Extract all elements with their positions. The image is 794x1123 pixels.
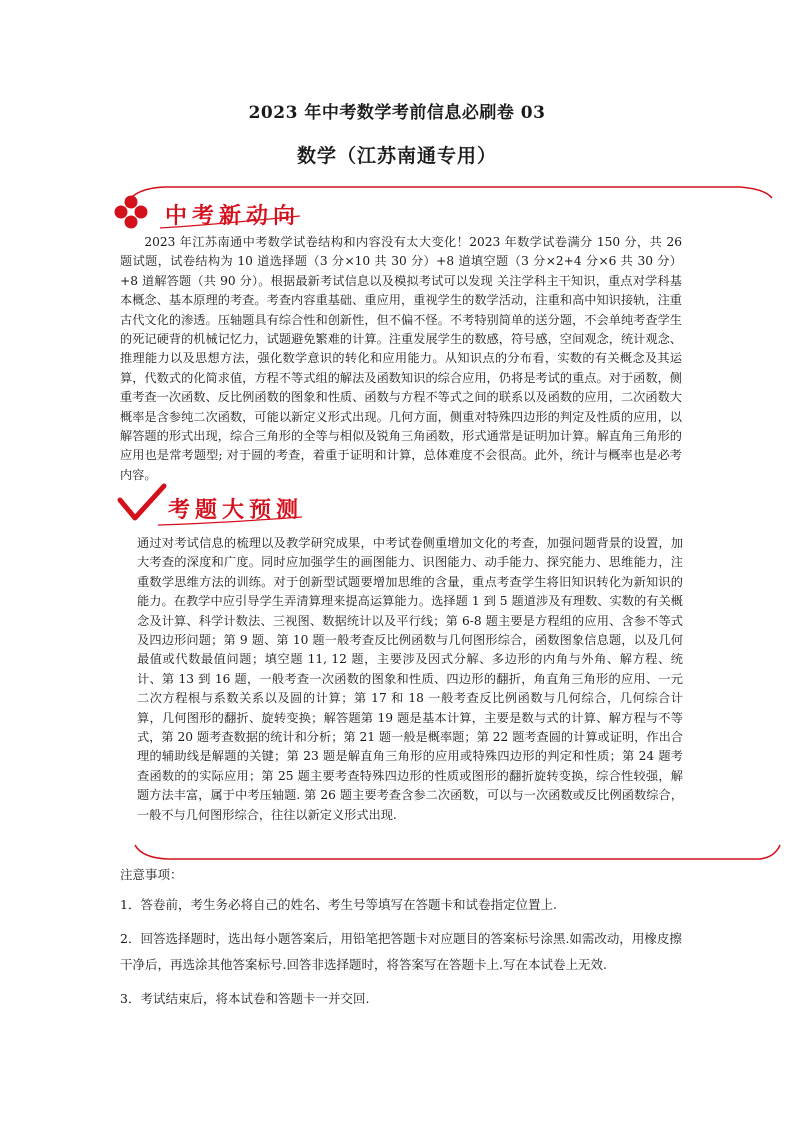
page-title: 2023 年中考数学考前信息必刷卷 03: [248, 103, 546, 123]
notes-item-1: 1．答卷前，考生务必将自己的姓名、考生号等填写在答题卡和试卷指定位置上.: [120, 897, 557, 912]
checkmark-icon: [120, 486, 164, 518]
section-prediction-paragraph: 通过对考试信息的梳理以及教学研究成果，中考试卷侧重增加文化的考查，加强问题背景的设置，加大考查的深度和广度。同时应加强学生的画图能力、识图能力、动手能力、探究能力、思维能力，注重数学思维方法的训练。对于创新型试题要增加思维的含量，重点考查学生将旧知识转化为新知识的能力。在教学中应引导学生弄清算理来提高运算能力。选择题 1 到 5 题道涉及有理数、实数的有关概念及计算、科学计数法、三视图、数据统计以及平行线；第 6-8 题主要是方程组的应用、含参不等式及四边形问题；第 9 题、第 10 题一般考查反比例函数与几何图形综合，函数图象信息题，以及几何最值或代数最值问题；填空题 11, 12 题，主要涉及因式分解、多边形的内角与外角、解方程、统计、第 13 到 16 题，一般考查一次函数的图象和性质、四边形的翻折，角直角三角形的应用、一元二次方程根与系数关系以及圆的计算；第 17 和 18 一般考查反比例函数与几何综合，几何综合计算，几何图形的翻折、旋转变换；解答题第 19 题是基本计算，主要是数与式的计算、解方程与不等式，第 20 题考查数据的统计和分析；第 21 题一般是概率题；第 22 题考查圆的计算或证明，作出合理的辅助线是解题的关键；第 23 题是解直角三角形的应用或特殊四边形的判定和性质；第 24 题考查函数的的实际应用；第 25 题主要考查特殊四边形的性质或图形的翻折旋转变换，综合性较强，解题方法丰富，属于中考压轴题. 第 26 题主要考查含参二次函数，可以与一次函数或反比例函数综合，一般不与几何图形综合，往往以新定义形式出现.: [137, 536, 683, 822]
notes-item-2: 2．回答选择题时，选出每小题答案后，用铅笔把答题卡对应题目的答案标号涂黑.如需改动，用橡皮擦干净后，再选涂其他答案标号.回答非选择题时，将答案写在答题卡上.写在本试卷上无效.: [120, 931, 682, 972]
section-heading-prediction: 考题大预测: [168, 498, 304, 523]
notes-item-3: 3．考试结束后，将本试卷和答题卡一并交回.: [120, 991, 370, 1006]
notes-title: 注意事项：: [120, 867, 183, 882]
clover-icon: [115, 196, 148, 229]
section-trends-paragraph: 2023 年江苏南通中考数学试卷结构和内容没有太大变化！2023 年数学试卷满分 150 分，共 26 题试题，试卷结构为 10 道选择题（3 分×10 共 30 分）+8 道填空题（3 分×2+4 分×6 共 30 分）+8 道解答题（共 90 分）。根据最新考试信息以及模拟考试可以发现 关注学科主干知识，重点对学科基本概念、基本原理的考查。考查内容重基础、重应用，重视学生的数学活动，注重和高中知识接轨，注重古代文化的渗透。压轴题具有综合性和创新性，但不偏不怪。不考特别简单的送分题，不会单纯考查学生的死记硬背的机械记忆力，试题避免繁难的计算。注重发展学生的数感，符号感，空间观念，统计观念、推理能力以及思想方法，强化数学意识的转化和应用能力。从知识点的分布看，实数的有关概念及其运算，代数式的化简求值，方程不等式组的解法及函数知识的综合应用，仍将是考试的重点。对于函数，侧重考查一次函数、反比例函数的图象和性质、函数与方程不等式之间的联系以及函数的应用，二次函数大概率是含参纯二次函数，可能以新定义形式出现。几何方面，侧重对特殊四边形的判定及性质的应用，以解答题的形式出现，综合三角形的全等与相似及锐角三角函数，形式通常是证明加计算。解直角三角形的应用也是常考题型; 对于圆的考查，着重于证明和计算，总体难度不会很高。此外，统计与概率也是必考内容。: [120, 235, 682, 482]
notes-block: [120, 866, 690, 1020]
page-subtitle: 数学（江苏南通专用）: [296, 145, 497, 167]
frame-bottom-arc: [135, 845, 780, 859]
section-heading-trends: 中考新动向: [165, 204, 301, 229]
